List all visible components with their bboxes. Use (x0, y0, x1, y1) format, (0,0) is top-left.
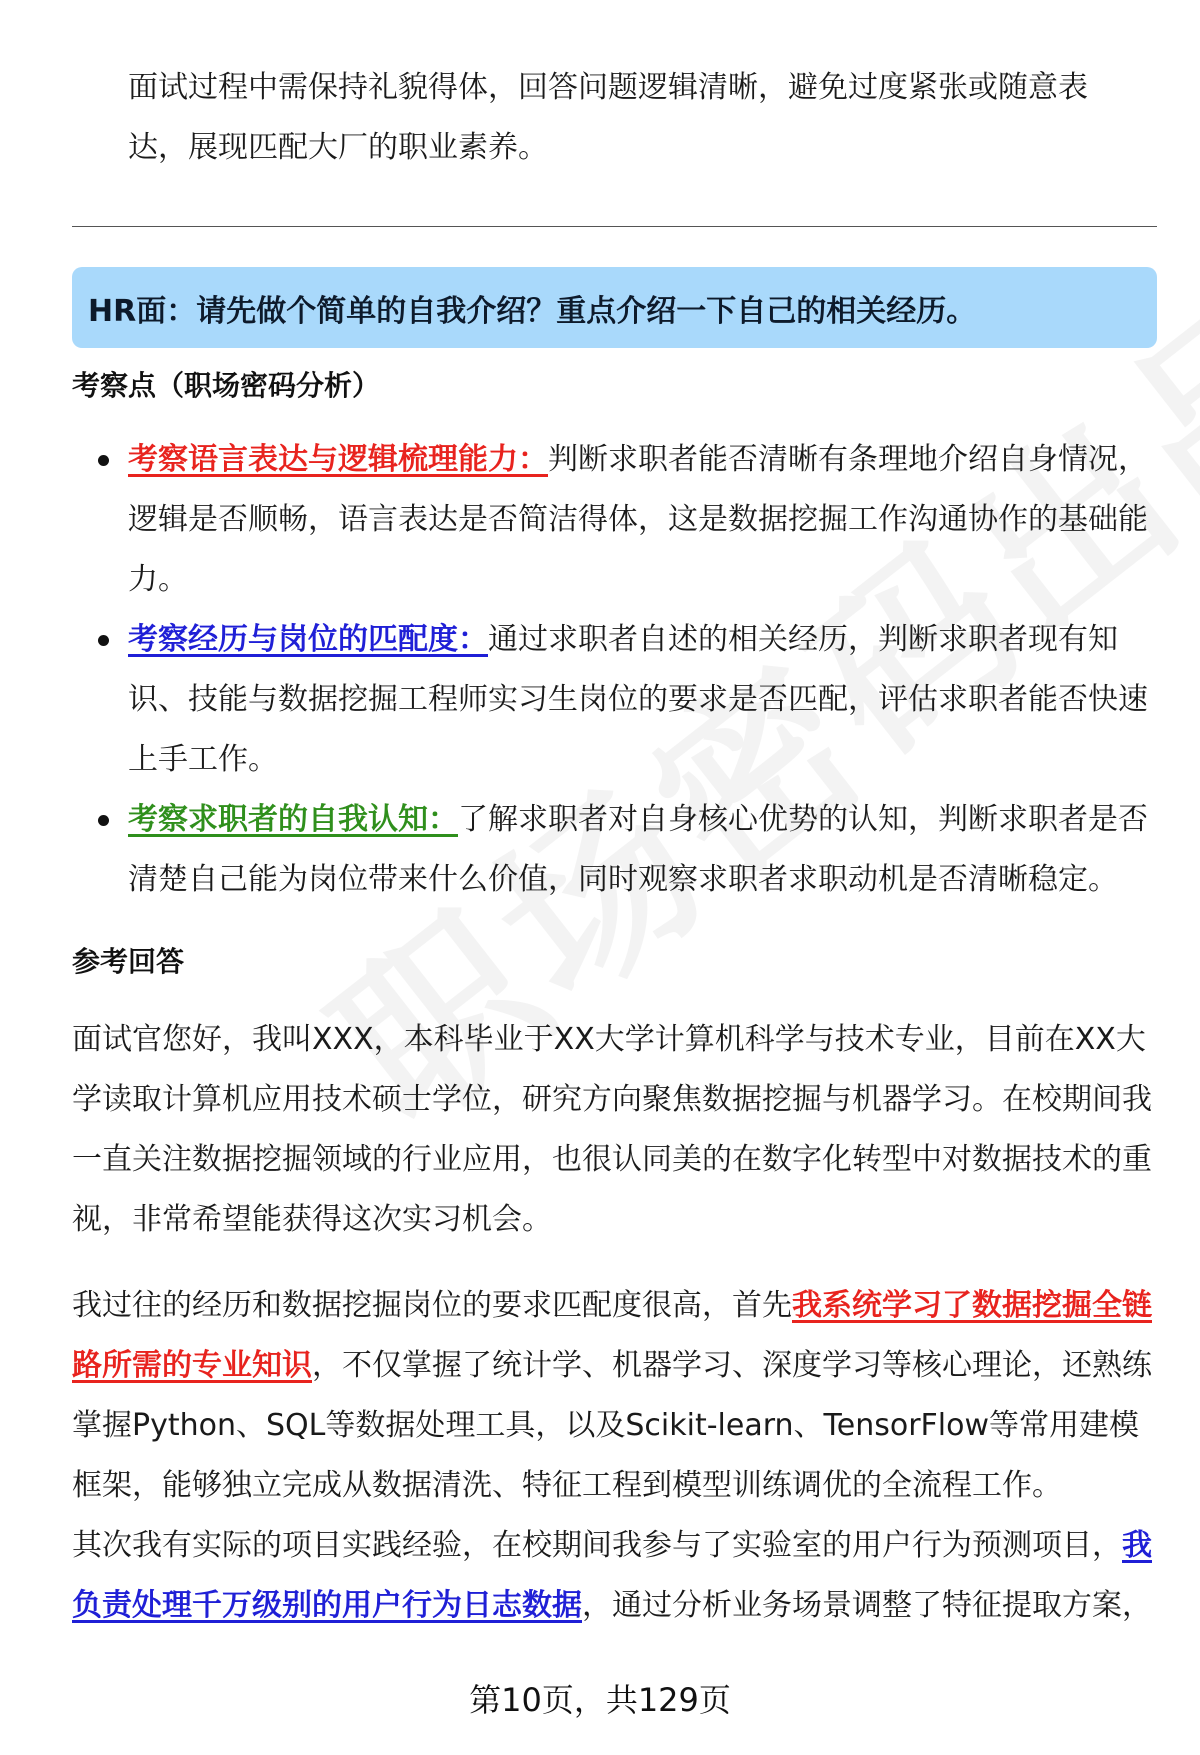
analysis-heading: 考察点（职场密码分析） (72, 369, 381, 402)
answer-paragraph-3 (72, 1516, 1157, 1636)
analysis-point-label: 考察求职者的自我认知： (128, 802, 458, 837)
question-box (72, 267, 1157, 348)
section-divider (72, 226, 1157, 227)
analysis-point-text: 判断求职者能否清晰有条理地介绍自身情况，逻辑是否顺畅，语言表达是否简洁得体，这是数据挖掘工作沟通协作的基础能力。 (128, 442, 1148, 597)
analysis-point (72, 430, 1152, 610)
answer-paragraph-3-text: ，通过分析业务场景调整了特征提取方案， (582, 1588, 1152, 1623)
answer-heading: 参考回答 (72, 945, 185, 978)
analysis-point-label: 考察语言表达与逻辑梳理能力： (128, 442, 548, 477)
answer-paragraph-1: 面试官您好，我叫XXX，本科毕业于XX大学计算机科学与技术专业，目前在XX大学读取计算机应用技术硕士学位，研究方向聚焦数据挖掘与机器学习。在校期间我一直关注数据挖掘领域的行业应用，也很认同美的在数字化转型中对数据技术的重视，非常希望能获得这次实习机会。 (72, 1022, 1152, 1237)
question-text: HR面：请先做个简单的自我介绍？重点介绍一下自己的相关经历。 (88, 293, 977, 329)
bullet-icon (98, 455, 109, 466)
answer-paragraph-3-text: 其次我有实际的项目实践经验，在校期间我参与了实验室的用户行为预测项目， (72, 1528, 1122, 1563)
bullet-icon (98, 815, 109, 826)
intro-paragraph: 面试过程中需保持礼貌得体，回答问题逻辑清晰，避免过度紧张或随意表达，展现匹配大厂的职业素养。 (128, 70, 1088, 165)
answer-paragraph-2-text: 我过往的经历和数据挖掘岗位的要求匹配度很高，首先 (72, 1288, 792, 1323)
analysis-point-text: 了解求职者对自身核心优势的认知，判断求职者是否清楚自己能为岗位带来什么价值，同时观察求职者求职动机是否清晰稳定。 (128, 802, 1148, 897)
answer-paragraph-2 (72, 1276, 1157, 1516)
analysis-point-label: 考察经历与岗位的匹配度： (128, 622, 488, 657)
analysis-point-text: 通过求职者自述的相关经历，判断求职者现有知识、技能与数据挖掘工程师实习生岗位的要求是否匹配，评估求职者能否快速上手工作。 (128, 622, 1148, 777)
bullet-icon (98, 635, 109, 646)
analysis-point (72, 610, 1152, 790)
answer-paragraph-2-text: ，不仅掌握了统计学、机器学习、深度学习等核心理论，还熟练掌握Python、SQL等数据处理工具，以及Scikit-learn、TensorFlow等常用建模框架，能够独立完成从数据清洗、特征工程到模型训练调优的全流程工作。 (72, 1348, 1152, 1503)
analysis-points-list (72, 430, 1152, 910)
analysis-point (72, 790, 1152, 910)
page-number: 第10页，共129页 (469, 1681, 731, 1719)
answer-highlight-red: 我系统学习了数据挖掘全链路所需的专业知识 (72, 1288, 1152, 1383)
answer-highlight-blue: 我负责处理千万级别的用户行为日志数据 (72, 1528, 1152, 1623)
